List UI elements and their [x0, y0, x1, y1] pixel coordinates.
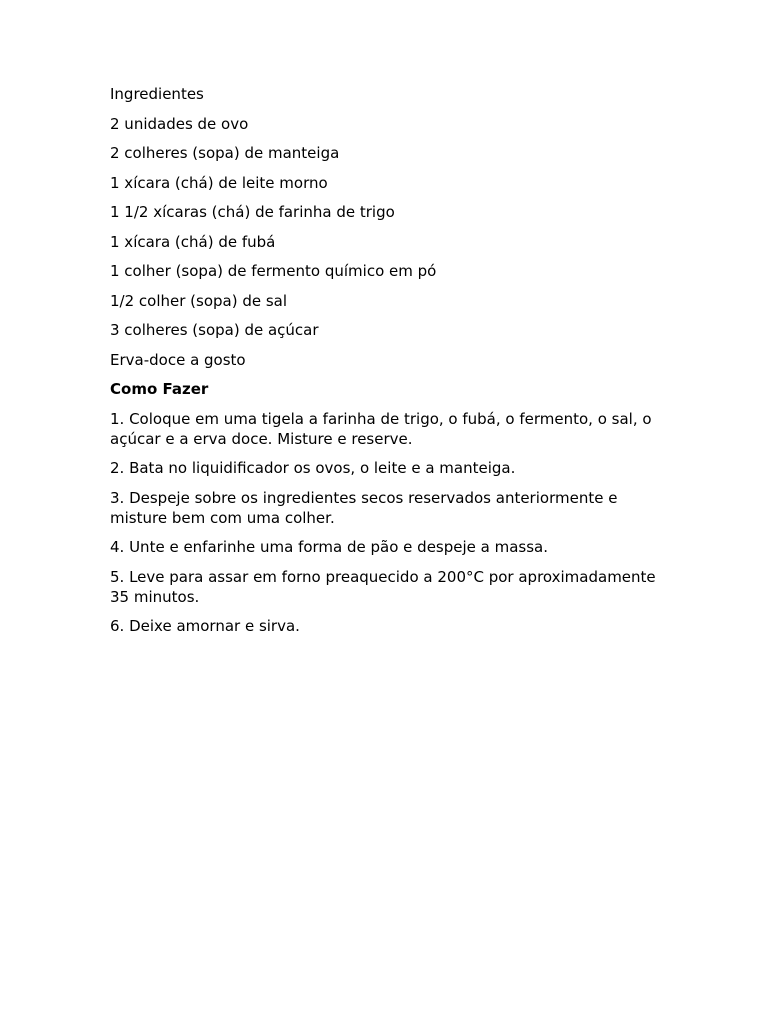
- ingredient-item: 3 colheres (sopa) de açúcar: [110, 321, 319, 339]
- ingredient-item: 1 xícara (chá) de leite morno: [110, 173, 328, 192]
- document-page: [110, 84, 670, 646]
- step-item: 4. Unte e enfarinhe uma forma de pão e despeje a massa.: [110, 538, 549, 556]
- step-item: 1. Coloque em uma tigela a farinha de trigo, o fubá, o fermento, o sal, o açúcar e a erva doce. Misture e reserve.: [110, 409, 652, 448]
- ingredients-list: [110, 114, 670, 370]
- step-item: 2. Bata no liquidificador os ovos, o leite e a manteiga.: [110, 459, 516, 477]
- ingredient-item: 1/2 colher (sopa) de sal: [110, 291, 288, 310]
- ingredient-item: 2 unidades de ovo: [110, 114, 249, 133]
- method-heading: Como Fazer: [110, 380, 209, 398]
- step-item: 5. Leve para assar em forno preaquecido a 200°C por aproximadamente 35 minutos.: [110, 567, 656, 606]
- steps-list: [110, 409, 670, 637]
- ingredient-item: 2 colheres (sopa) de manteiga: [110, 144, 340, 162]
- step-item: 6. Deixe amornar e sirva.: [110, 617, 300, 635]
- ingredient-item: 1 1/2 xícaras (chá) de farinha de trigo: [110, 203, 395, 221]
- step-item: 3. Despeje sobre os ingredientes secos reservados anteriormente e misture bem com uma colher.: [110, 488, 618, 527]
- ingredient-item: 1 xícara (chá) de fubá: [110, 232, 276, 251]
- ingredient-item: Erva-doce a gosto: [110, 350, 246, 369]
- ingredients-heading: Ingredientes: [110, 85, 204, 103]
- ingredient-item: 1 colher (sopa) de fermento químico em pó: [110, 262, 437, 280]
